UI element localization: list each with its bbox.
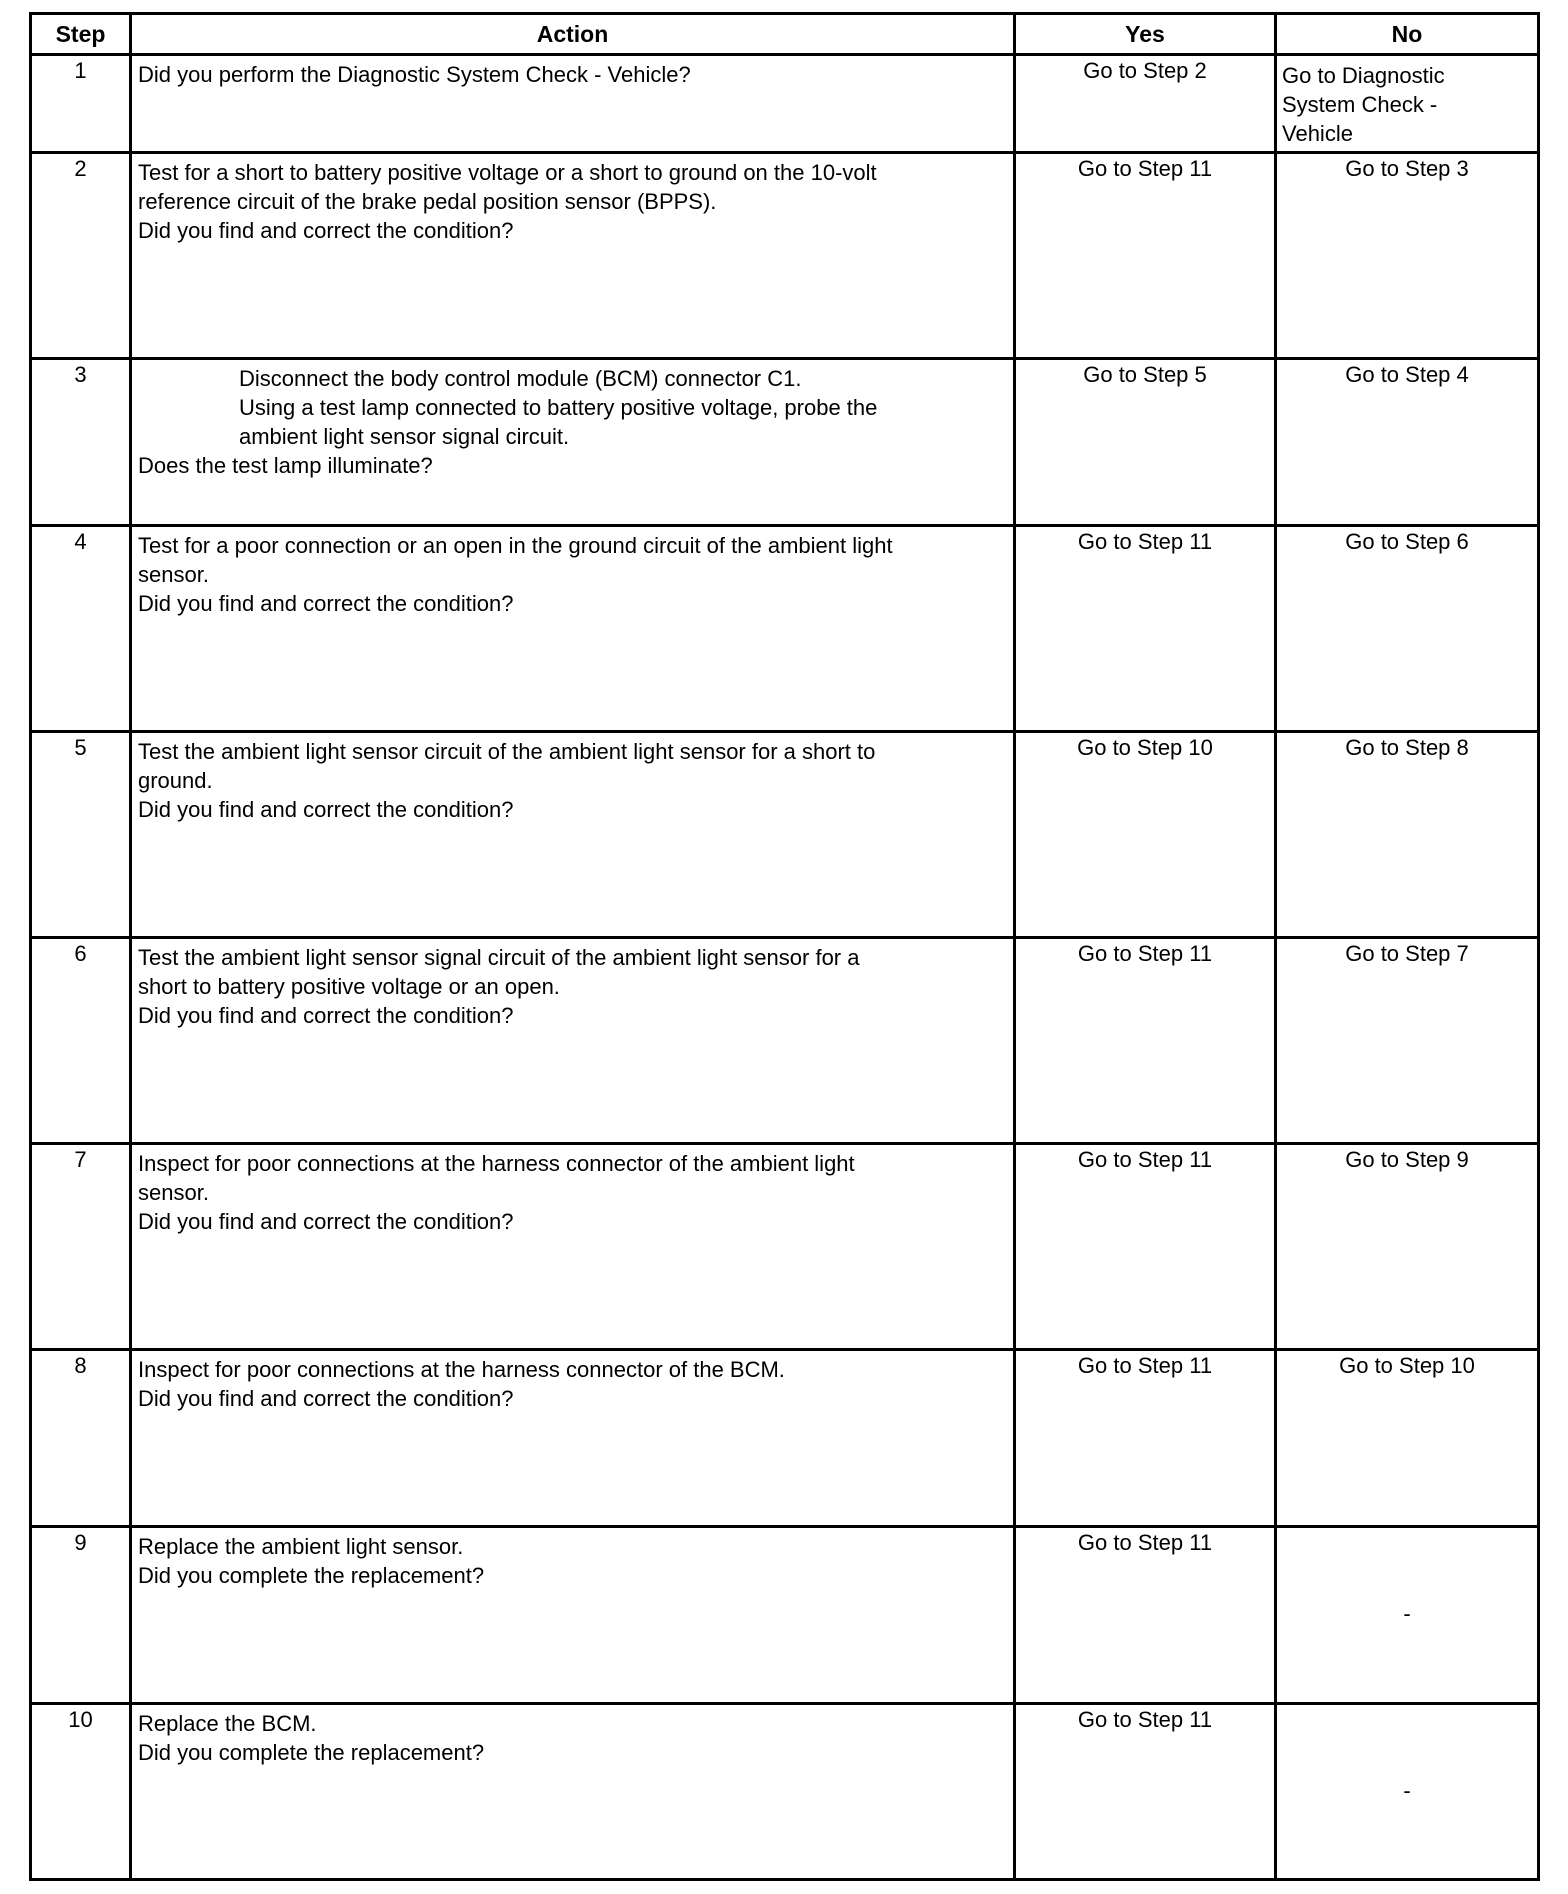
no-value: - [1403,1601,1411,1626]
table-row [31,153,1539,359]
action-cell [131,1144,1015,1350]
table-header-row [31,14,1539,55]
yes-value: Go to Step 11 [1077,1707,1213,1732]
action-text [138,1149,1007,1207]
action-text [138,737,1007,795]
action-question: Did you find and correct the condition? [138,797,514,822]
table-row [31,732,1539,938]
no-value: - [1403,1777,1411,1803]
step-number: 10 [31,1704,131,1880]
yes-value: Go to Step 11 [1077,1530,1213,1555]
no-cell [1276,1704,1539,1880]
yes-cell [1015,1350,1276,1527]
action-line: Did you perform the Diagnostic System Check - Vehicle? [138,62,691,87]
action-text [138,158,1007,216]
no-cell [1276,526,1539,732]
table-row [31,1527,1539,1704]
action-line: Test for a short to battery positive voltage or a short to ground on the 10-volt [138,160,877,185]
step-number: 4 [31,526,131,732]
yes-value: Go to Step 5 [1083,362,1207,387]
action-line: Disconnect the body control module (BCM) connector C1. [239,366,802,391]
action-cell [131,1527,1015,1704]
action-line: ground. [138,768,213,793]
action-line: Test for a poor connection or an open in the ground circuit of the ambient light [138,533,893,558]
action-line: Test the ambient light sensor circuit of the ambient light sensor for a short to [138,739,876,764]
table-row [31,1350,1539,1527]
no-cell [1276,153,1539,359]
yes-cell [1015,359,1276,526]
yes-cell [1015,938,1276,1144]
action-line: ambient light sensor signal circuit. [239,424,570,449]
table-row [31,526,1539,732]
action-question: Did you complete the replacement? [138,1563,485,1588]
action-cell [131,153,1015,359]
no-cell [1276,732,1539,938]
yes-cell [1015,1704,1276,1880]
step-number: 3 [31,359,131,526]
header-action: Action [131,14,1015,55]
action-line: Replace the ambient light sensor. [138,1534,464,1559]
diagnostic-table-sheet [29,12,1537,1885]
no-cell [1276,55,1539,153]
action-question: Did you find and correct the condition? [138,591,514,616]
no-cell [1276,1144,1539,1350]
no-value: Go to Step 7 [1345,941,1469,966]
yes-cell [1015,1144,1276,1350]
action-cell [131,1350,1015,1527]
table-row [31,359,1539,526]
yes-value: Go to Step 11 [1077,156,1213,181]
action-cell [131,359,1015,526]
action-line: Test the ambient light sensor signal circuit of the ambient light sensor for a [138,945,860,970]
no-cell [1276,359,1539,526]
action-text [138,1532,1007,1561]
step-number: 8 [31,1350,131,1527]
table-row [31,1144,1539,1350]
action-question: Did you find and correct the condition? [138,1386,514,1411]
no-value: Go to Step 10 [1339,1353,1475,1378]
header-step: Step [31,14,131,55]
action-line: sensor. [138,1180,209,1205]
action-cell [131,55,1015,153]
action-line: short to battery positive voltage or an open. [138,974,560,999]
step-number: 2 [31,153,131,359]
yes-cell [1015,153,1276,359]
no-value [1277,56,1537,148]
yes-value: Go to Step 11 [1077,1353,1213,1378]
action-text [138,60,1007,89]
action-text [138,531,1007,589]
action-text [138,1355,1007,1384]
action-text [138,1709,1007,1738]
header-no: No [1276,14,1539,55]
yes-value: Go to Step 11 [1077,941,1213,966]
action-text [138,364,1007,451]
action-line: reference circuit of the brake pedal position sensor (BPPS). [138,189,717,214]
yes-value: Go to Step 11 [1077,529,1213,554]
no-value: Go to Step 6 [1345,529,1469,554]
table-row [31,938,1539,1144]
action-question: Does the test lamp illuminate? [138,453,433,478]
no-value: Go to Step 3 [1345,156,1469,181]
yes-cell [1015,526,1276,732]
action-cell [131,732,1015,938]
no-cell [1276,938,1539,1144]
action-question: Did you find and correct the condition? [138,1209,514,1234]
yes-value: Go to Step 11 [1077,1147,1213,1172]
yes-cell [1015,732,1276,938]
diagnostic-steps-table [29,12,1540,1881]
yes-value: Go to Step 10 [1077,735,1213,760]
no-value: Go to Step 9 [1345,1147,1469,1172]
action-line: sensor. [138,562,209,587]
action-line: Using a test lamp connected to battery positive voltage, probe the [239,395,878,420]
action-text [138,943,1007,1001]
yes-value: Go to Step 2 [1083,58,1207,83]
step-number: 9 [31,1527,131,1704]
action-line: Inspect for poor connections at the harness connector of the ambient light [138,1151,855,1176]
action-question: Did you find and correct the condition? [138,1003,514,1028]
action-cell [131,1704,1015,1880]
no-line: Vehicle [1282,121,1353,146]
header-yes: Yes [1015,14,1276,55]
no-line: Go to Diagnostic [1282,63,1445,88]
step-number: 5 [31,732,131,938]
step-number: 1 [31,55,131,153]
no-line: System Check - [1282,92,1438,117]
yes-cell [1015,1527,1276,1704]
action-line: Inspect for poor connections at the harness connector of the BCM. [138,1357,785,1382]
table-row [31,1704,1539,1880]
step-number: 6 [31,938,131,1144]
no-cell [1276,1350,1539,1527]
step-number: 7 [31,1144,131,1350]
no-value: Go to Step 4 [1345,362,1469,387]
table-row [31,55,1539,153]
action-question: Did you find and correct the condition? [138,218,514,243]
action-cell [131,526,1015,732]
no-value: Go to Step 8 [1345,735,1469,760]
no-cell [1276,1527,1539,1704]
action-cell [131,938,1015,1144]
action-line: Replace the BCM. [138,1711,317,1736]
action-question: Did you complete the replacement? [138,1740,485,1765]
yes-cell [1015,55,1276,153]
